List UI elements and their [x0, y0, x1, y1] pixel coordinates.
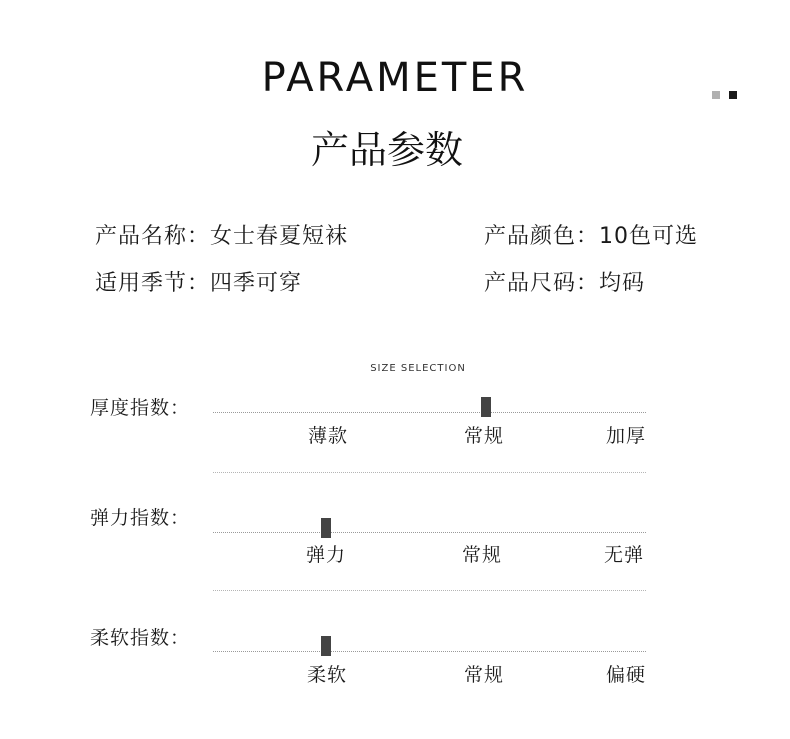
thickness-index-label: 厚度指数：: [90, 397, 191, 419]
elasticity-scale-track: [213, 532, 646, 533]
param-product-name: 产品名称：女士春夏短袜: [95, 224, 349, 249]
param-season: 适用季节：四季可穿: [95, 271, 303, 296]
page-title-english: PARAMETER: [261, 55, 529, 101]
thickness-option-thin: 薄款: [307, 425, 348, 447]
elasticity-option-regular: 常规: [461, 544, 502, 566]
page-title-chinese: 产品参数: [310, 128, 463, 172]
thickness-scale-track: [213, 412, 646, 413]
thickness-option-thick: 加厚: [605, 425, 646, 447]
elasticity-selected-marker: [321, 518, 331, 538]
thickness-option-regular: 常规: [463, 425, 504, 447]
decorative-square-dark: [729, 91, 737, 99]
size-selection-heading: SIZE SELECTION: [370, 363, 466, 374]
softness-index-label: 柔软指数：: [90, 627, 191, 649]
param-size: 产品尺码：均码: [484, 271, 646, 296]
elasticity-option-elastic: 弹力: [305, 544, 346, 566]
param-product-color: 产品颜色：10色可选: [484, 224, 698, 249]
softness-selected-marker: [321, 636, 331, 656]
decorative-square-light: [712, 91, 720, 99]
softness-scale-track: [213, 651, 646, 652]
softness-option-soft: 柔软: [306, 664, 347, 686]
section-divider: [213, 590, 646, 591]
elasticity-option-none: 无弹: [603, 544, 644, 566]
softness-option-hard: 偏硬: [605, 664, 646, 686]
section-divider: [213, 472, 646, 473]
softness-option-regular: 常规: [463, 664, 504, 686]
elasticity-index-label: 弹力指数：: [90, 507, 191, 529]
thickness-selected-marker: [481, 397, 491, 417]
